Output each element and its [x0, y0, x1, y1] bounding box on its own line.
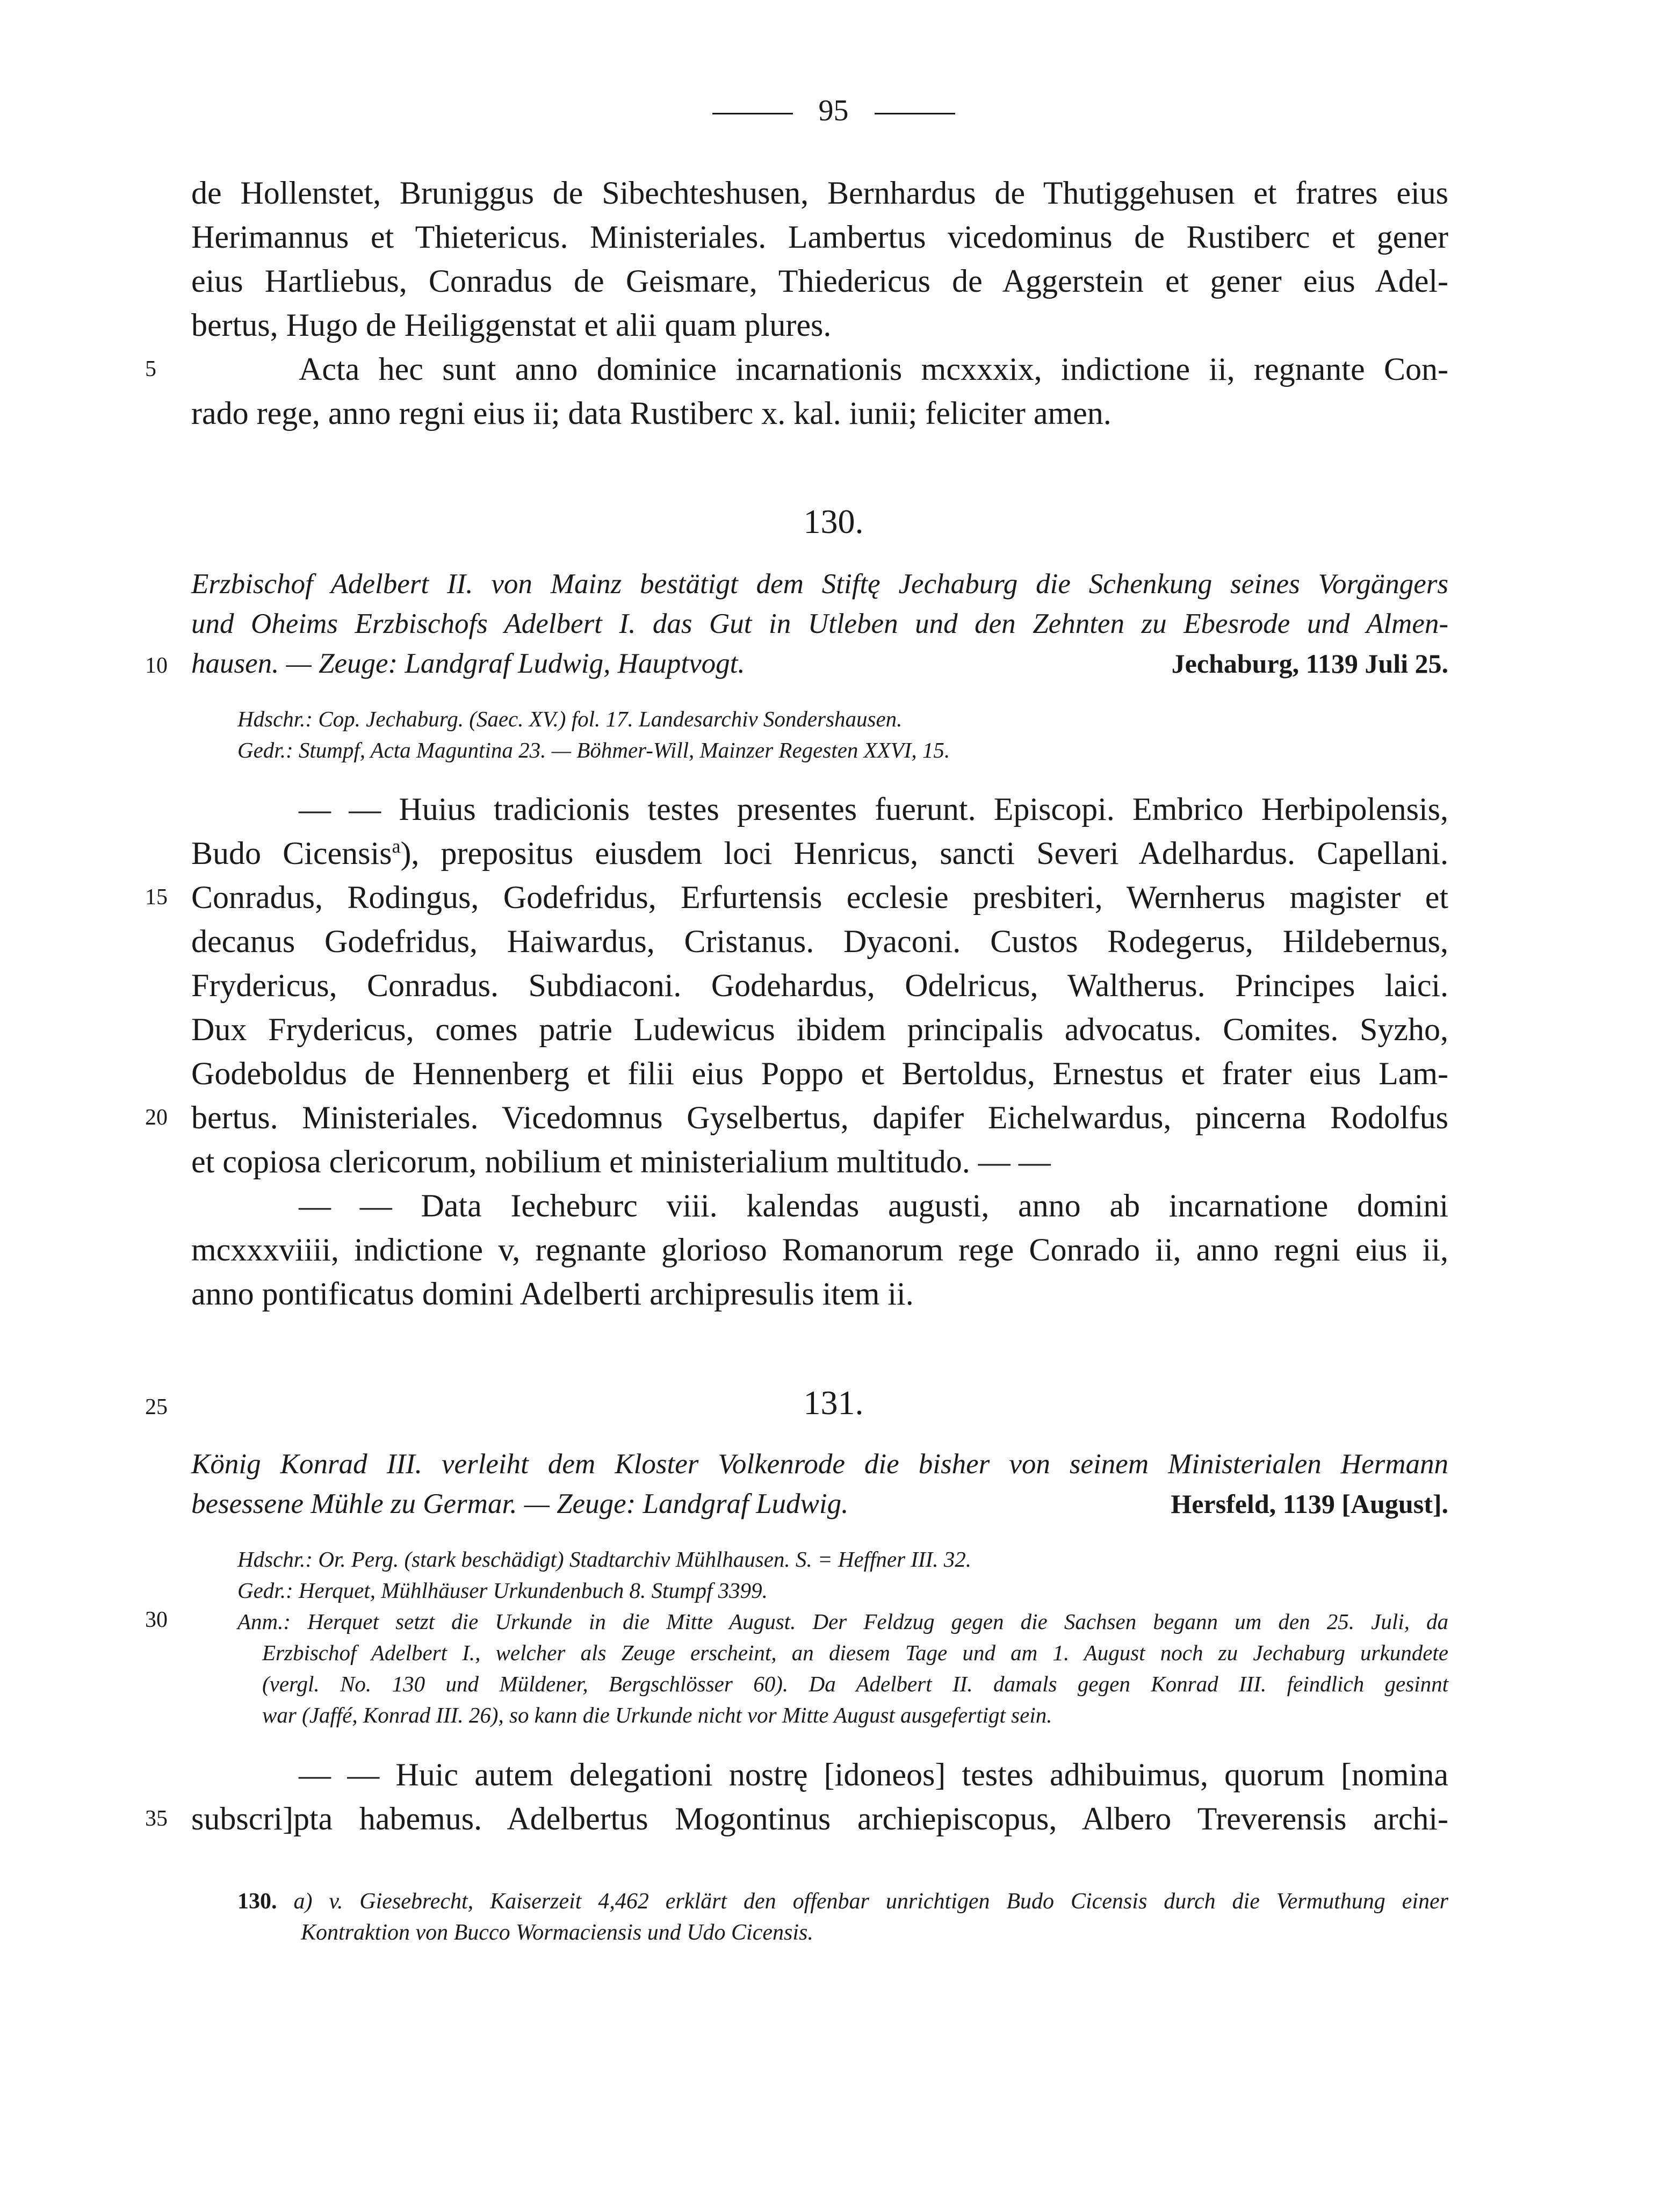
text-line: anno pontificatus domini Adelberti archipresulis item ii. [191, 1276, 914, 1312]
source-line: Hdschr.: Cop. Jechaburg. (Saec. XV.) fol. 17. Landesarchiv Sondershausen. [237, 707, 903, 731]
regest-line: Erzbischof Adelbert II. von Mainz bestätigt dem Stiftę Jechaburg die Schenkung seines Vorgängers [191, 568, 1448, 600]
header-rule-right [875, 113, 955, 114]
regest-line: König Konrad III. verleiht dem Kloster Volkenrode die bisher von seinem Ministerialen Hermann [191, 1449, 1448, 1480]
text-line: Frydericus, Conradus. Subdiaconi. Godehardus, Odelricus, Waltherus. Principes laici. [191, 968, 1448, 1003]
header-rule-left [712, 113, 793, 114]
regest-text: besessene Mühle zu Germar. — Zeuge: Landgraf Ludwig. [191, 1488, 849, 1519]
text-line: decanus Godefridus, Haiwardus, Cristanus. Dyaconi. Custos Rodegerus, Hildebernus, [191, 924, 1448, 959]
document-number: 130. [803, 502, 864, 541]
page-number: 95 [818, 94, 849, 127]
text-line: — — Huius tradicionis testes presentes fuerunt. Episcopi. Embrico Herbipolensis, [299, 791, 1448, 827]
text-line: bertus. Ministeriales. Vicedomnus Gyselbertus, dapifer Eichelwardus, pincerna Rodolfus [191, 1100, 1448, 1135]
text-line: Herimannus et Thietericus. Ministeriales. Lambertus vicedominus de Rustiberc et gener [191, 219, 1448, 255]
place-date: Jechaburg, 1139 Juli 25. [1171, 649, 1448, 679]
footnote-line [237, 1886, 1448, 1917]
text-fragment: ), prepositus eiusdem loci Henricus, sancti Severi Adelhardus. Capellani. [400, 835, 1448, 871]
regest-text: hausen. — Zeuge: Landgraf Ludwig, Hauptvogt. [191, 648, 745, 679]
text-line: — — Huic autem delegationi nostrę [idoneos] testes adhibuimus, quorum [nomina [299, 1757, 1448, 1792]
footnote-marker: a [392, 835, 401, 857]
regest-line-last [191, 644, 1448, 683]
source-line: Gedr.: Stumpf, Acta Maguntina 23. — Böhmer-Will, Mainzer Regesten XXVI, 15. [237, 738, 950, 762]
text-line-with-footnote [191, 831, 1448, 875]
footnote-line [301, 1917, 1448, 1948]
note-line: (vergl. No. 130 und Müldener, Bergschlösser 60). Da Adelbert II. damals gegen Konrad III. feindlich gesinnt [262, 1671, 1448, 1696]
source-line: Hdschr.: Or. Perg. (stark beschädigt) Stadtarchiv Mühlhausen. S. = Heffner III. 32. [237, 1547, 972, 1572]
line-number: 25 [145, 1395, 168, 1420]
text-line: Godeboldus de Hennenberg et filii eius Poppo et Bertoldus, Ernestus et frater eius Lam- [191, 1056, 1448, 1091]
text-line: de Hollenstet, Bruniggus de Sibechteshusen, Bernhardus de Thutiggehusen et fratres eius [191, 175, 1448, 211]
source-line: Gedr.: Herquet, Mühlhäuser Urkundenbuch 8. Stumpf 3399. [237, 1578, 768, 1603]
note-line: war (Jaffé, Konrad III. 26), so kann die Urkunde nicht vor Mitte August ausgefertigt sein. [262, 1703, 1052, 1727]
text-line: Dux Frydericus, comes patrie Ludewicus ibidem principalis advocatus. Comites. Syzho, [191, 1012, 1448, 1047]
line-number: 30 [145, 1608, 168, 1632]
line-number: 5 [145, 357, 156, 381]
note-line: Erzbischof Adelbert I., welcher als Zeuge erscheint, an diesem Tage und am 1. August noch zu Jechaburg urkundete [262, 1640, 1448, 1665]
regest-line: und Oheims Erzbischofs Adelbert I. das Gut in Utleben und den Zehnten zu Ebesrode und Almen- [191, 608, 1448, 639]
footnote-text: Kontraktion von Bucco Wormaciensis und Udo Cicensis. [301, 1920, 813, 1945]
note-line: Anm.: Herquet setzt die Urkunde in die Mitte August. Der Feldzug gegen die Sachsen begann um den 25. Juli, da [237, 1609, 1448, 1634]
text-line: bertus, Hugo de Heiliggenstat et alii quam plures. [191, 307, 832, 343]
line-number: 15 [145, 885, 168, 910]
place-date: Hersfeld, 1139 [August]. [1171, 1489, 1448, 1519]
text-line: Acta hec sunt anno dominice incarnationis mcxxxix, indictione ii, regnante Con- [299, 351, 1448, 387]
text-line: mcxxxviiii, indictione v, regnante glorioso Romanorum rege Conrado ii, anno regni eius ii, [191, 1232, 1448, 1267]
line-number: 20 [145, 1105, 168, 1130]
text-fragment: Budo Cicensis [191, 835, 392, 871]
text-line: eius Hartliebus, Conradus de Geismare, Thiedericus de Aggerstein et gener eius Adel- [191, 263, 1448, 299]
text-line: rado rege, anno regni eius ii; data Rustiberc x. kal. iunii; feliciter amen. [191, 395, 1112, 431]
text-line: et copiosa clericorum, nobilium et ministerialium multitudo. — — [191, 1144, 1051, 1179]
line-number: 35 [145, 1806, 168, 1831]
document-number: 131. [803, 1384, 864, 1422]
page-header [0, 96, 1667, 126]
text-line: — — Data Iecheburc viii. kalendas augusti, anno ab incarnatione domini [299, 1188, 1448, 1223]
text-line: subscri]pta habemus. Adelbertus Mogontinus archiepiscopus, Albero Treverensis archi- [191, 1801, 1448, 1836]
regest-line-last [191, 1484, 1448, 1524]
text-line: Conradus, Rodingus, Godefridus, Erfurtensis ecclesie presbiteri, Wernherus magister et [191, 880, 1448, 915]
footnote-text: a) v. Giesebrecht, Kaiserzeit 4,462 erklärt den offenbar unrichtigen Budo Cicensis durch die Vermuthung einer [293, 1889, 1448, 1914]
footnote-ref: 130. [237, 1889, 277, 1914]
line-number: 10 [145, 653, 168, 678]
